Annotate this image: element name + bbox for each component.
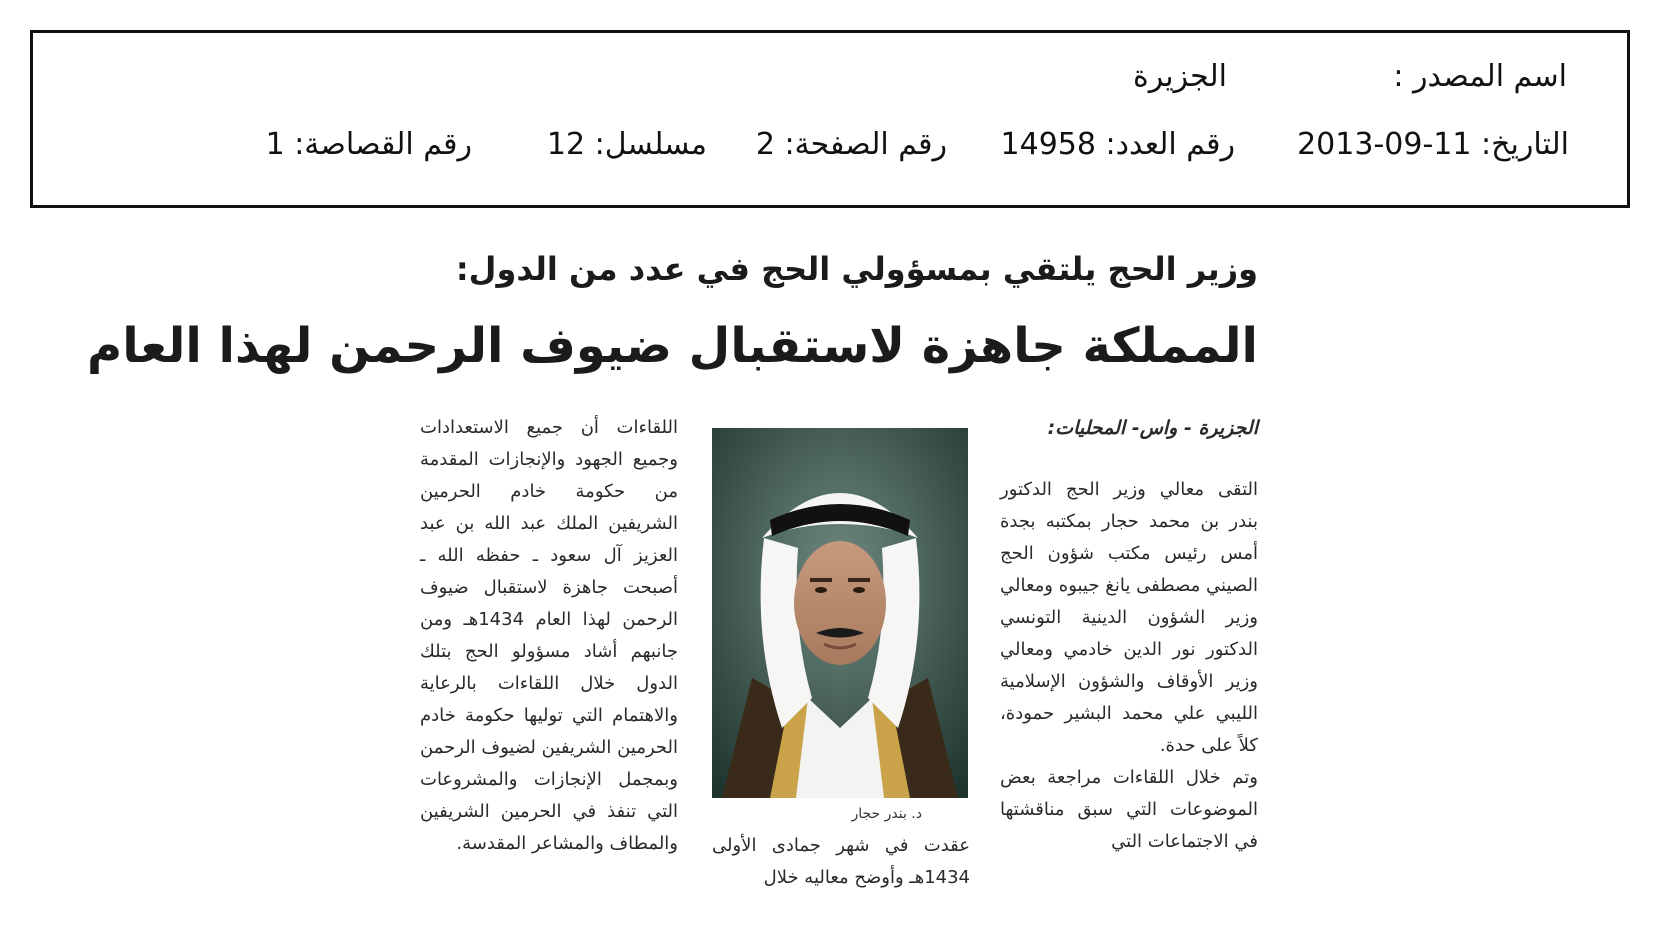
portrait-illustration <box>712 428 968 798</box>
article-column-right <box>1000 412 1258 858</box>
photo-caption: د. بندر حجار <box>851 806 922 822</box>
article-title: المملكة جاهزة لاستقبال ضيوف الرحمن لهذا العام <box>87 318 1258 374</box>
article-kicker: وزير الحج يلتقي بمسؤولي الحج في عدد من الدول: <box>455 250 1258 288</box>
article-column-left <box>420 412 678 860</box>
minister-portrait-photo <box>712 428 968 798</box>
serial-field: مسلسل: 12 <box>546 127 707 162</box>
article-paragraph: عقدت في شهر جمادى الأولى 1434هـ وأوضح معاليه خلال <box>712 835 970 888</box>
source-label: اسم المصدر : <box>1393 59 1567 94</box>
article-column-middle <box>712 830 970 894</box>
article-paragraph: وتم خلال اللقاءات مراجعة بعض الموضوعات التي سبق مناقشتها في الاجتماعات التي <box>1000 767 1258 852</box>
article-byline: الجزيرة - واس- المحليات: <box>1047 417 1258 439</box>
source-metadata-box <box>30 30 1630 208</box>
article-paragraph: اللقاءات أن جميع الاستعدادات وجميع الجهود والإنجازات المقدمة من حكومة خادم الحرمين الشريفين الملك عبد الله بن عبد العزيز آل سعود ـ حفظه الله ـ أصبحت جاهزة لاستقبال ضيوف الرحمن لهذا العام 1434هـ ومن جانبهم أشاد مسؤولو الحج بتلك الدول خلال اللقاءات بالرعاية والاهتمام التي توليها حكومة خادم الحرمين الشريفين لضيوف الرحمن وبمجمل الإنجازات والمشروعات التي تنفذ في الحرمين الشريفين والمطاف والمشاعر المقدسة. <box>420 417 678 854</box>
issue-number-field: رقم العدد: 14958 <box>1000 127 1235 162</box>
article-paragraph: التقى معالي وزير الحج الدكتور بندر بن محمد حجار بمكتبه بجدة أمس رئيس مكتب شؤون الحج الصيني مصطفى يانغ جيبوه ومعالي وزير الشؤون الدينية التونسي الدكتور نور الدين خادمي ومعالي وزير الأوقاف والشؤون الإسلامية الليبي علي محمد البشير حمودة، كلاً على حدة. <box>1000 479 1258 756</box>
clipping-number-field: رقم القصاصة: 1 <box>265 127 472 162</box>
source-value: الجزيرة <box>1132 59 1227 94</box>
page-number-field: رقم الصفحة: 2 <box>755 127 947 162</box>
date-field: التاريخ: 11-09-2013 <box>1297 127 1569 162</box>
